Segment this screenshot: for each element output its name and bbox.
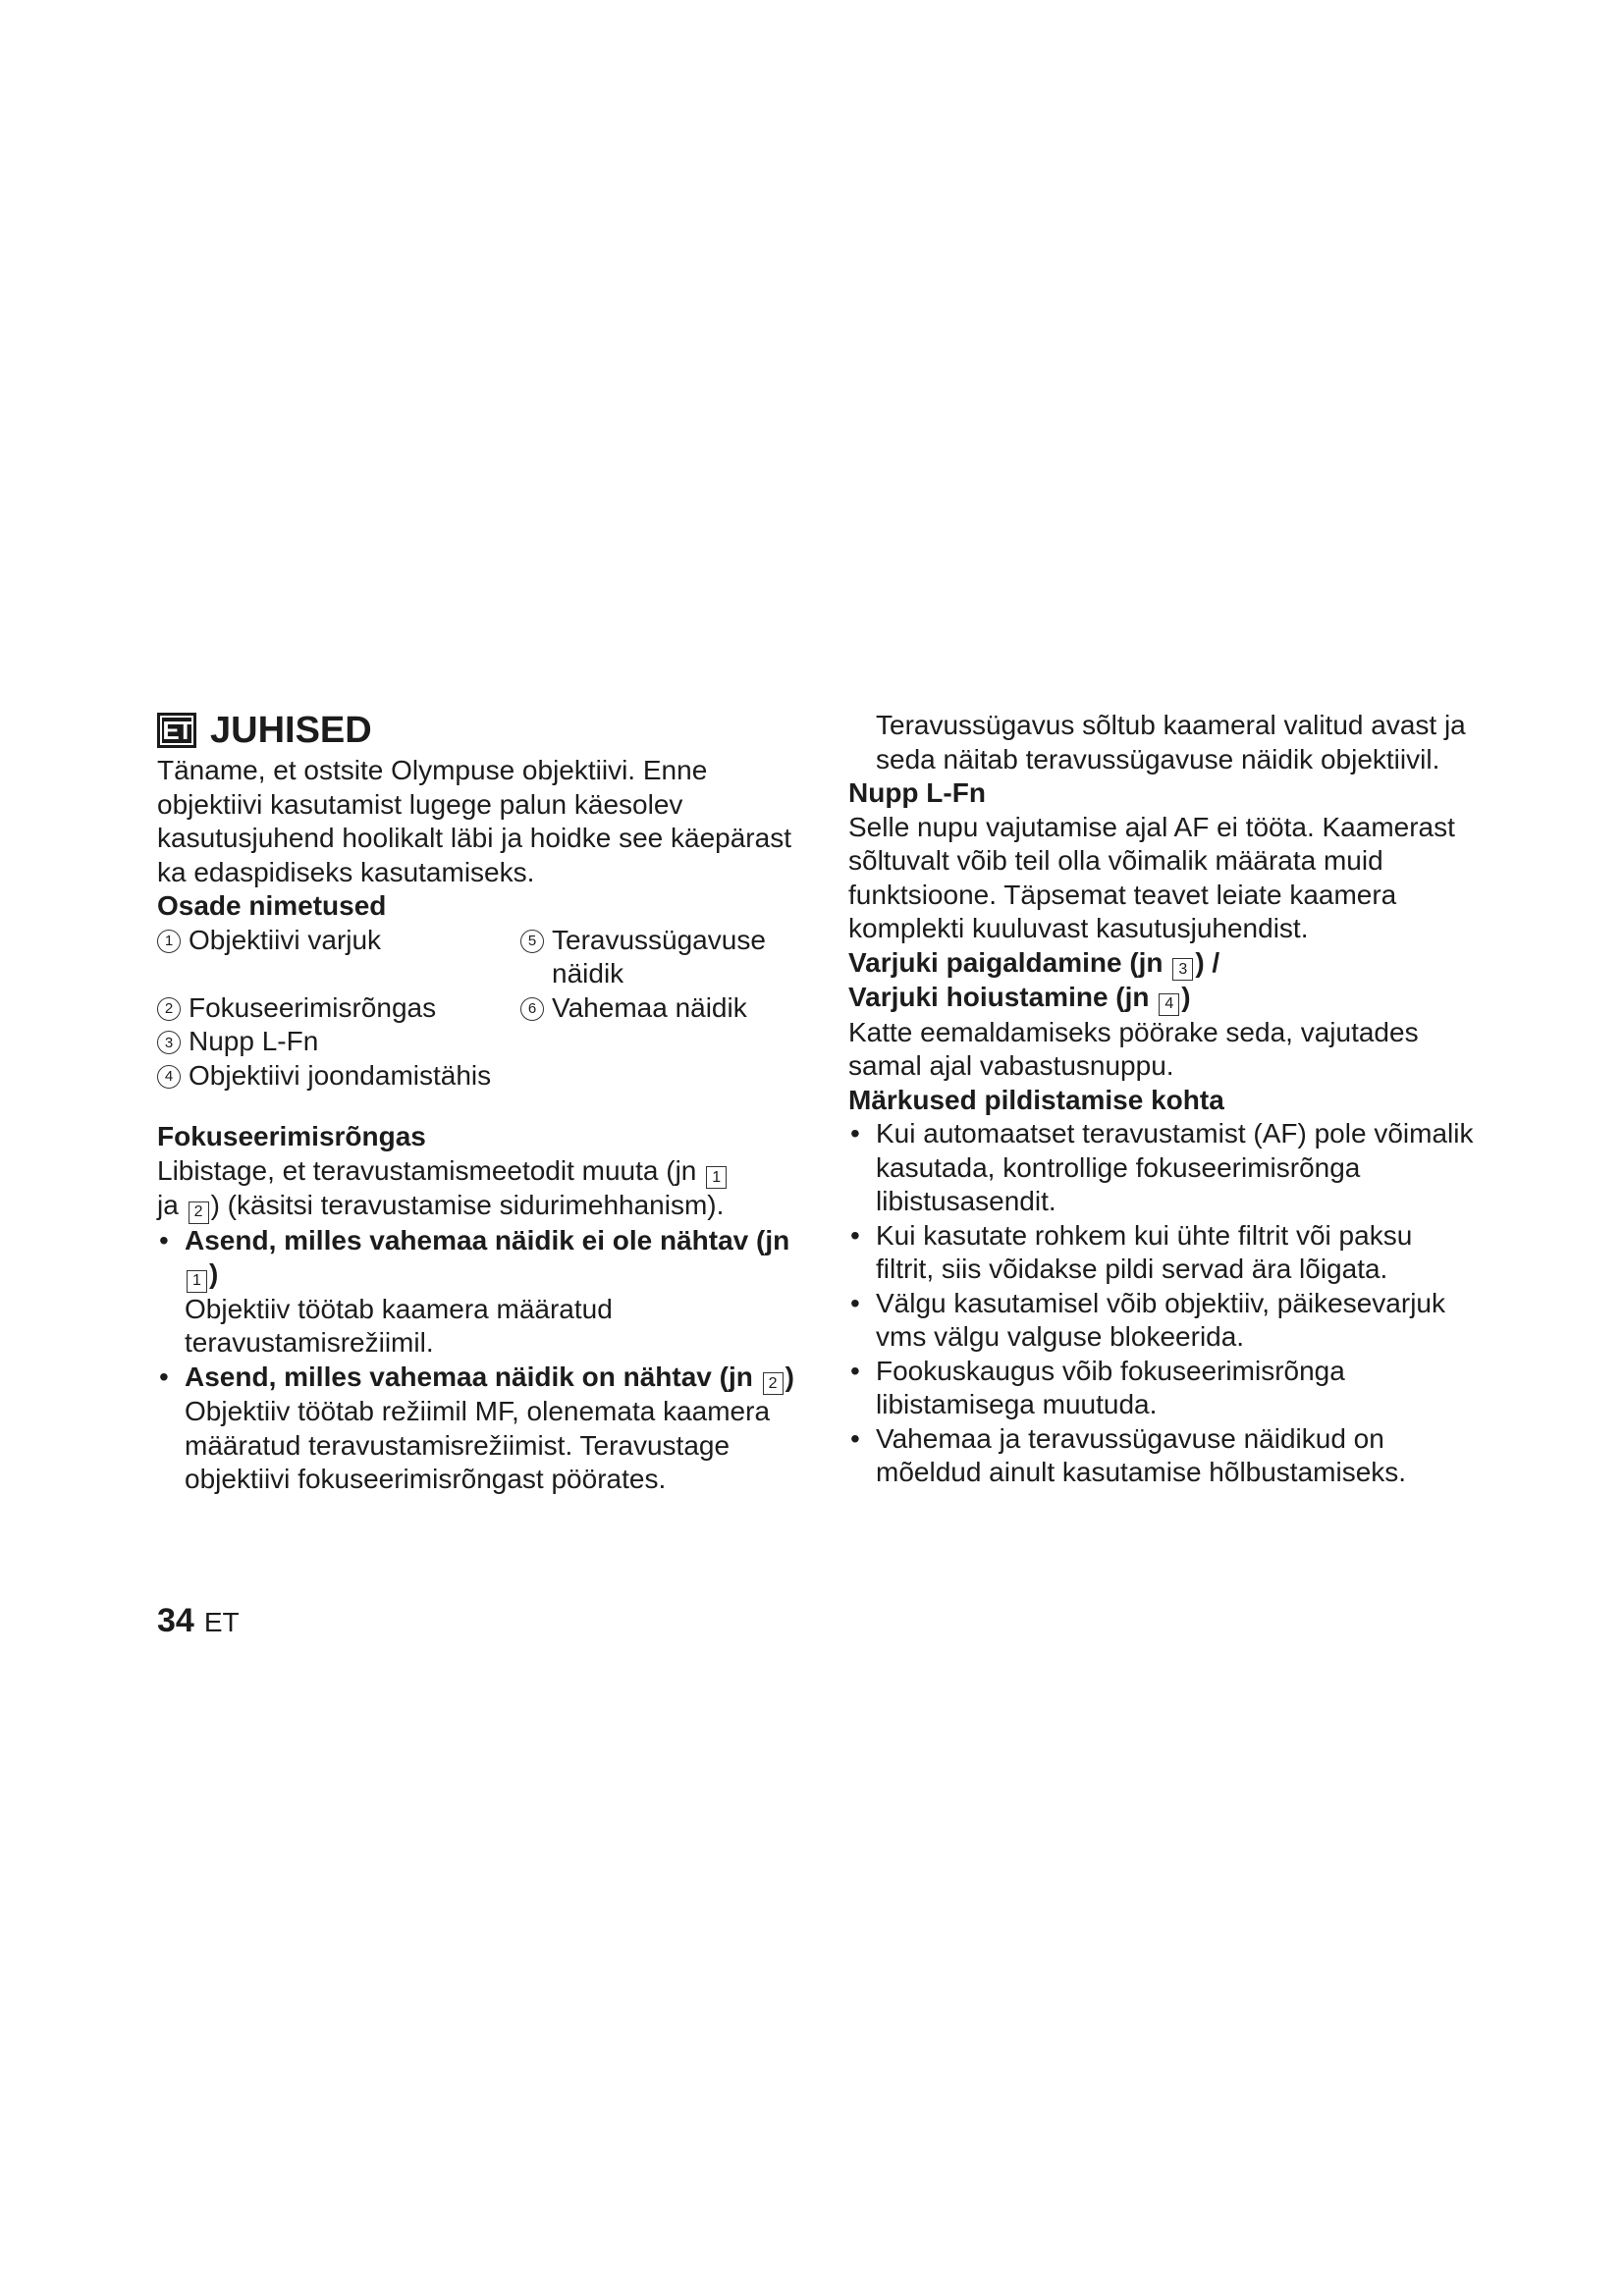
part-label: Vahemaa näidik bbox=[552, 991, 747, 1023]
hood-heading-1: Varjuki paigaldamine (jn bbox=[848, 946, 1164, 978]
parts-list bbox=[157, 924, 805, 1094]
part-label: Fokuseerimisrõngas bbox=[189, 991, 437, 1023]
hood-heading-2: Varjuki hoiustamine (jn bbox=[848, 982, 1150, 1012]
focus-continued-text: Teravussügavus sõltub kaameral valitud avast ja seda näitab teravussügavuse näidik objektiivil. bbox=[876, 710, 1466, 774]
part-item bbox=[157, 924, 520, 991]
number-marker: 4 bbox=[157, 1065, 181, 1089]
figure-ref: 2 bbox=[189, 1201, 209, 1224]
number-marker: 6 bbox=[520, 997, 544, 1021]
figure-ref: 3 bbox=[1172, 958, 1193, 981]
number-marker: 3 bbox=[157, 1031, 181, 1054]
bullet-item bbox=[157, 1361, 805, 1497]
left-column bbox=[157, 709, 805, 1497]
page-number: 34 bbox=[157, 1602, 194, 1639]
note-item: • Fookuskaugus võib fokuseerimisrõnga libistamisega muutuda. bbox=[848, 1355, 1477, 1422]
right-column bbox=[848, 709, 1477, 1490]
part-item bbox=[157, 1025, 520, 1059]
page-footer bbox=[157, 1602, 240, 1640]
lfn-heading: Nupp L-Fn bbox=[848, 777, 986, 808]
focus-text-c: ) (käsitsi teravustamise sidurimehhanism). bbox=[210, 1190, 725, 1220]
number-marker: 5 bbox=[520, 930, 544, 953]
figure-ref: 1 bbox=[187, 1270, 207, 1293]
part-item bbox=[157, 1059, 805, 1094]
focus-ring-text bbox=[157, 1154, 805, 1224]
bullet-text: Objektiiv töötab režiimil MF, olenemata kaamera määratud teravustamisrežiimist. Teravustage objektiivi fokuseerimisrõngast pöörates. bbox=[185, 1396, 771, 1494]
part-item bbox=[520, 924, 805, 991]
bullet-item bbox=[157, 1224, 805, 1361]
notes-heading: Märkused pildistamise kohta bbox=[848, 1084, 1224, 1115]
figure-ref: 4 bbox=[1159, 993, 1179, 1016]
note-item: • Kui kasutate rohkem kui ühte filtrit või paksu filtrit, siis võidakse pildi servad ära lõigata. bbox=[848, 1219, 1477, 1287]
intro-text: Täname, et ostsite Olympuse objektiivi. Enne objektiivi kasutamist lugege palun käesolev kasutusjuhend hoolikalt läbi ja hoidke see käepärast ka edaspidiseks kasutamiseks. bbox=[157, 755, 791, 887]
hood-heading-1-end: ) / bbox=[1195, 946, 1220, 978]
footer-language: ET bbox=[203, 1607, 240, 1637]
bullet-title: Asend, milles vahemaa näidik on nähtav (jn bbox=[185, 1361, 753, 1392]
part-item bbox=[157, 991, 520, 1026]
focus-text-b: ja bbox=[157, 1190, 179, 1220]
bullet-title-end: ) bbox=[209, 1258, 219, 1289]
note-item: • Välgu kasutamisel võib objektiiv, päikesevarjuk vms välgu valguse blokeerida. bbox=[848, 1287, 1477, 1355]
part-item bbox=[520, 991, 805, 1026]
part-item-empty bbox=[520, 1025, 805, 1059]
lfn-text: Selle nupu vajutamise ajal AF ei tööta. Kaamerast sõltuvalt võib teil olla võimalik määrata muid funktsioone. Täpsemat teavet leiate kaamera komplekti kuuluvast kasutusjuhendist. bbox=[848, 811, 1455, 943]
title-row bbox=[157, 709, 805, 752]
part-label: Objektiivi joondamistähis bbox=[189, 1059, 492, 1091]
part-label: Nupp L-Fn bbox=[189, 1026, 319, 1056]
notes-list bbox=[848, 1117, 1477, 1490]
bullet-title: Asend, milles vahemaa näidik ei ole nähtav (jn bbox=[185, 1224, 790, 1255]
part-label: Objektiivi varjuk bbox=[189, 924, 382, 955]
page-title: JUHISED bbox=[210, 710, 372, 751]
number-marker: 2 bbox=[157, 997, 181, 1021]
part-label: Teravussügavuse näidik bbox=[552, 924, 766, 988]
figure-ref: 1 bbox=[706, 1166, 727, 1189]
focus-ring-heading: Fokuseerimisrõngas bbox=[157, 1121, 426, 1151]
hood-text: Katte eemaldamiseks pöörake seda, vajutades samal ajal vabastusnuppu. bbox=[848, 1016, 1419, 1081]
bullet-title-end: ) bbox=[785, 1361, 794, 1392]
parts-heading: Osade nimetused bbox=[157, 890, 387, 921]
language-badge: ET bbox=[157, 713, 196, 748]
focus-text-a: Libistage, et teravustamismeetodit muuta (jn bbox=[157, 1154, 697, 1186]
hood-heading bbox=[848, 946, 1477, 1016]
number-marker: 1 bbox=[157, 930, 181, 953]
bullet-text: Objektiiv töötab kaamera määratud teravustamisrežiimil. bbox=[185, 1293, 613, 1358]
hood-heading-2-end: ) bbox=[1181, 982, 1191, 1012]
figure-ref: 2 bbox=[763, 1372, 784, 1395]
note-item: • Kui automaatset teravustamist (AF) pole võimalik kasutada, kontrollige fokuseerimisrõnga libistusasendit. bbox=[848, 1117, 1477, 1219]
note-item: • Vahemaa ja teravussügavuse näidikud on mõeldud ainult kasutamise hõlbustamiseks. bbox=[848, 1422, 1477, 1490]
